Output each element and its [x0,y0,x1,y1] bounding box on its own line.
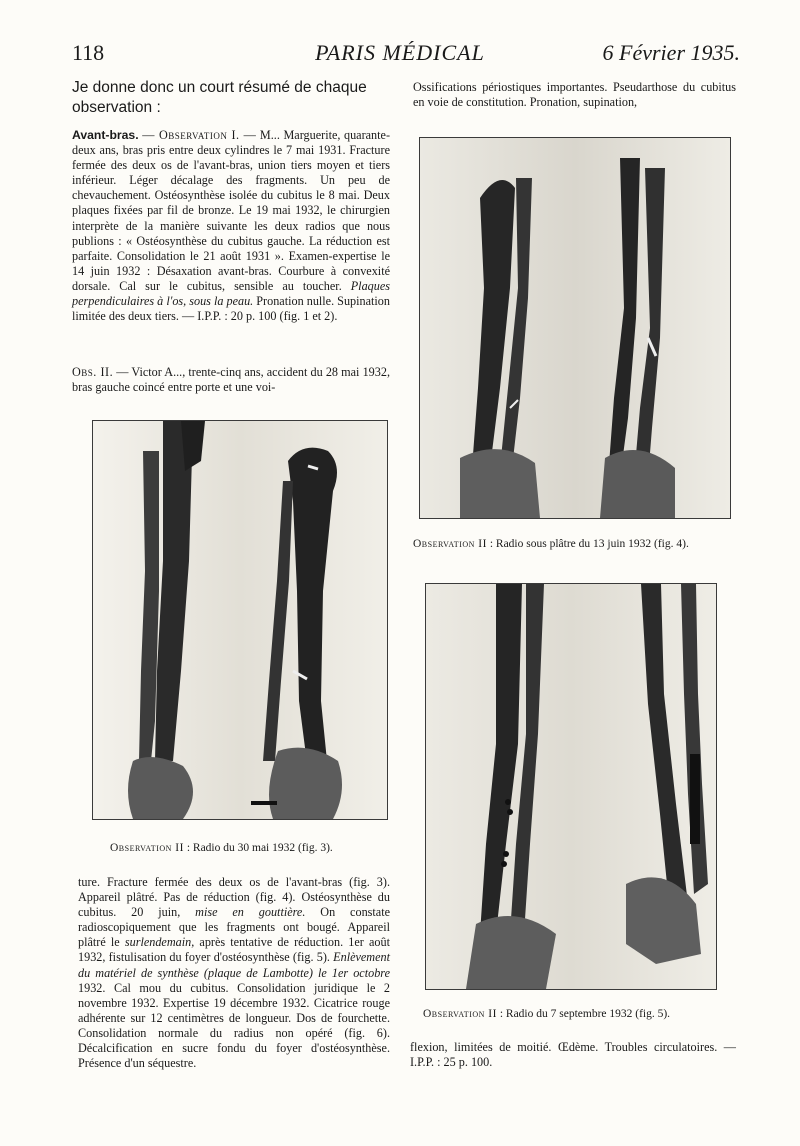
observation-text: — Victor A..., trente-cinq ans, accident du 28 mai 1932, bras gauche coincé entre porte et une voi- [72,365,390,395]
intro-text: Je donne donc un court résumé de chaque observation : [72,79,367,116]
issue-date: 6 Février 1935. [602,40,740,65]
figure-5-caption [423,1008,670,1020]
caption-label: Observation II [110,842,184,854]
radiograph-image [420,138,730,518]
caption-text: : Radio sous plâtre du 13 juin 1932 (fig. 4). [486,538,689,550]
observation-label: Obs. II. [72,365,114,379]
observation-text: M... Marguerite, quarante-deux ans, bras pris entre deux cylindres le 7 mai 1931. Fracture fermée des deux os de l'avant-bras, union tiers moyen et tiers inférieur. Léger décalage des fragments. Un peu de chevauchement. Ostéosynthèse isolée du cubitus le 8 mai. Deux plaques fixées par fil de bronze. Le 19 mai 1932, le chirurgien interprète de la manière suivante les deux radios que nous publions : « Ostéosynthèse du cubitus gauche. La réduction est parfaite. Consolidation le 21 août 1931 ». Examen-expertise le 14 juin 1932 : Désaxation avant-bras. Courbure à convexité dorsale. Cal sur le cubitus, sensible au toucher. [72,128,391,293]
continuation-text: flexion, limitées de moitié. Œdème. Troubles circulatoires. — I.P.P. : 25 p. 100. [410,1040,736,1070]
obs2-text-2: On constate radioscopiquement que les fragments ont bougé. Appareil plâtré le [78,905,390,950]
obs2-italic-2: surlendemain, [124,935,195,950]
obs2-text-3: après tentative de réduction. 1er août 1932, fistulisation du foyer d'ostéosynthèse (fig. 5). [78,935,390,965]
radiograph-image [426,584,716,989]
observation-1 [72,128,390,324]
obs2-text-4: 1932. Cal mou du cubitus. Consolidation juridique le 2 novembre 1932. Expertise 19 décembre 1932. Cicatrice rouge adhérente sur 12 centimètres de longueur. Dos de fourchette. Consolidation normale du radius non opéré (fig. 6). Décalcification en sucre fondu du foyer d'ostéosynthèse. Présence d'un séquestre. [78,980,390,1071]
continuation-text: Ossifications périostiques importantes. Pseudarthose du cubitus en voie de constitution. Pronation, supination, [413,80,736,110]
caption-text: : Radio du 7 septembre 1932 (fig. 5). [496,1008,671,1020]
observation-label: — Observation I. — [142,128,257,142]
radiograph-figure-3 [92,420,388,820]
obs2-text-1: ture. Fracture fermée des deux os de l'avant-bras (fig. 3). Appareil plâtré. Pas de réduction (fig. 4). Ostéosynthèse du cubitus. 20 juin, [78,875,390,920]
right-column-top-text [413,80,736,110]
observation-italic: Plaques perpendiculaires à l'os, sous la peau. [72,278,390,309]
caption-text: : Radio du 30 mai 1932 (fig. 3). [183,842,333,854]
obs2-italic-1: mise en gouttière. [195,905,306,920]
figure-4-caption [413,538,689,550]
figure-3-caption [110,842,333,854]
radiograph-image [93,421,387,819]
obs2-italic-3: Enlèvement du matériel de synthèse (plaque de Lambotte) le 1er octobre [78,950,390,980]
right-column-bottom-text [410,1040,736,1070]
observation-2-start [72,365,390,395]
observation-tail: Pronation nulle. Supination limitée des deux tiers. — I.P.P. : 20 p. 100 (fig. 1 et 2). [72,294,390,324]
caption-label: Observation II [413,538,487,550]
radiograph-figure-5 [425,583,717,990]
journal-title: PARIS MÉDICAL [315,40,485,65]
page-number: 118 [72,40,105,65]
caption-label: Observation II [423,1008,497,1020]
section-lead: Avant-bras. [72,128,139,142]
radiograph-figure-4 [419,137,731,519]
observation-2-continuation [78,875,390,1071]
